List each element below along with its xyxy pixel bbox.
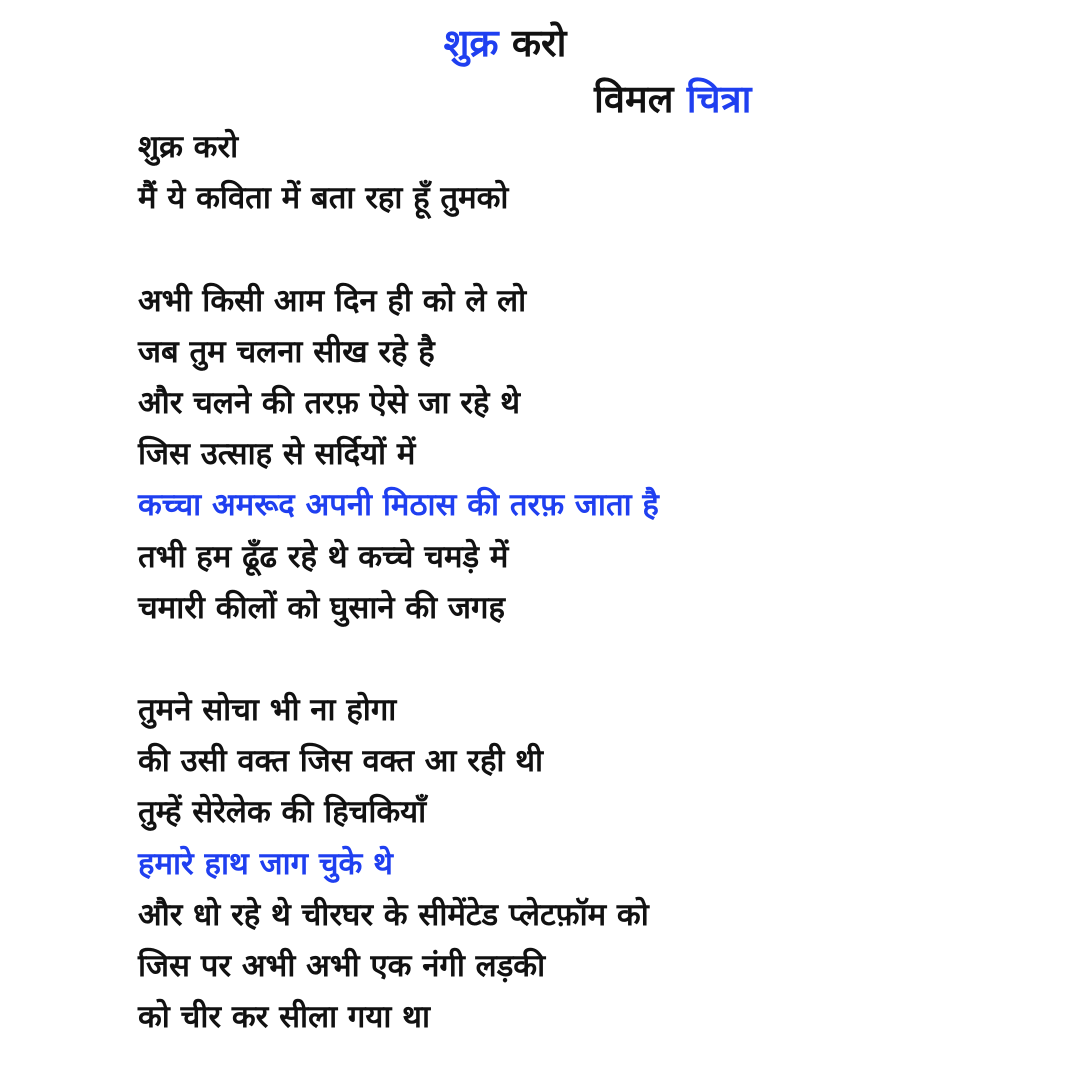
poem-line: और चलने की तरफ़ ऐसे जा रहे थे	[138, 384, 521, 421]
poem-line: और धो रहे थे चीरघर के सीमेंटेड प्लेटफ़ॉम को	[138, 896, 649, 933]
author-name	[594, 74, 752, 124]
stanza-break	[138, 224, 1038, 275]
poem-line-highlighted: हमारे हाथ जाग चुके थे	[138, 845, 393, 882]
title-rest: करो	[498, 21, 567, 65]
poem-line: जब तुम चलना सीख रहे है	[138, 333, 435, 370]
author-first-name: विमल	[594, 77, 687, 121]
poem-line: मैं ये कविता में बता रहा हूँ तुमको	[138, 180, 509, 217]
author-last-name: चित्रा	[686, 77, 752, 121]
poem-line-highlighted: कच्चा अमरूद अपनी मिठास की तरफ़ जाता है	[138, 487, 659, 524]
poem-line: अभी किसी आम दिन ही को ले लो	[138, 282, 527, 319]
poem-line: जिस उत्साह से सर्दियों में	[138, 436, 416, 473]
poem-line: तुम्हें सेरेलेक की हिचकियाँ	[138, 794, 427, 831]
poem-line: जिस पर अभी अभी एक नंगी लड़की	[138, 948, 546, 984]
poem-line: तुमने सोचा भी ना होगा	[138, 692, 397, 729]
poem-line: को चीर कर सीला गया था	[138, 999, 431, 1036]
title-highlight-word: शुक्र	[443, 21, 499, 65]
poem-title	[0, 18, 1010, 68]
poem-line: शुक्र करो	[138, 129, 239, 165]
poem-body	[138, 122, 1038, 1043]
poem-line: तभी हम ढूँढ रहे थे कच्चे चमड़े में	[138, 538, 509, 575]
poem-line: की उसी वक्त जिस वक्त आ रही थी	[138, 743, 544, 780]
poem-line: चमारी कीलों को घुसाने की जगह	[138, 589, 505, 626]
stanza-break	[138, 634, 1038, 685]
